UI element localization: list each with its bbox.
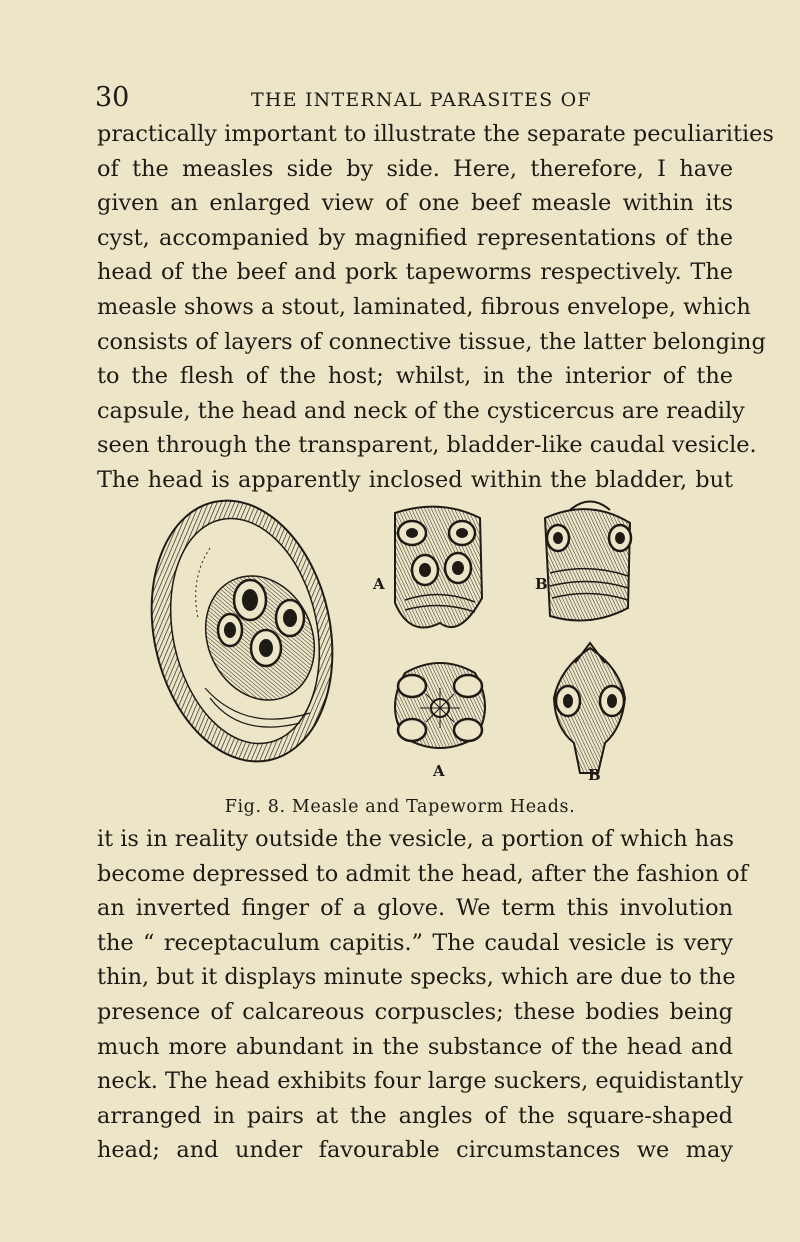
pork-tapeworm-head-top (554, 643, 625, 773)
text-line: presence of calcareous corpuscles; these bodies being (97, 998, 733, 1025)
running-head: THE INTERNAL PARASITES OF (251, 89, 592, 111)
text-line: consists of layers of connective tissue, the latter belonging (97, 328, 766, 355)
text-line: cyst, accompanied by magnified representations of the (97, 224, 733, 251)
figure-label-a-upper: A (373, 575, 385, 593)
text-line: arranged in pairs at the angles of the square-shaped (97, 1102, 733, 1129)
text-line: neck. The head exhibits four large suckers, equidistantly (97, 1068, 744, 1095)
text-line: thin, but it displays minute specks, which are due to the (97, 964, 736, 991)
text-line: become depressed to admit the head, after the fashion of (97, 860, 748, 887)
text-line: much more abundant in the substance of the head and (97, 1033, 733, 1060)
beef-tapeworm-head-top (395, 663, 485, 748)
text-line: practically important to illustrate the separate peculiarities (97, 121, 774, 147)
text-line: of the measles side by side. Here, therefore, I have (97, 155, 733, 182)
text-line: measle shows a stout, laminated, fibrous envelope, which (97, 293, 751, 320)
page-number: 30 (95, 82, 130, 113)
text-line: head of the beef and pork tapeworms respectively. The (97, 259, 733, 286)
text-line: head; and under favourable circumstances we may (97, 1137, 733, 1164)
page-header (95, 82, 735, 114)
figure-label-b-lower: B (588, 766, 601, 784)
text-line: the “ receptaculum capitis.” The caudal vesicle is very (97, 929, 733, 956)
text-line: it is in reality outside the vesicle, a portion of which has (97, 826, 735, 852)
text-line: given an enlarged view of one beef measle within its (97, 190, 733, 217)
pork-tapeworm-head-side (545, 502, 631, 621)
text-line: to the flesh of the host; whilst, in the interior of the (97, 363, 733, 390)
figure-caption: Fig. 8. Measle and Tapeworm Heads. (224, 797, 576, 817)
figure-label-b-upper: B (535, 575, 548, 593)
paragraph-bottom (97, 822, 748, 1168)
figure-8 (150, 488, 650, 788)
paragraph-top (97, 117, 774, 498)
text-line: The head is apparently inclosed within the bladder, but (97, 466, 733, 493)
figure-label-a-lower: A (433, 762, 445, 780)
beef-tapeworm-head-side (395, 507, 482, 628)
text-line: an inverted finger of a glove. We term this involution (97, 895, 733, 922)
text-line: capsule, the head and neck of the cysticercus are readily (97, 397, 745, 424)
measle-cyst-drawing (150, 488, 356, 778)
text-line: seen through the transparent, bladder-like caudal vesicle. (97, 432, 757, 459)
figure-illustration (150, 488, 650, 788)
